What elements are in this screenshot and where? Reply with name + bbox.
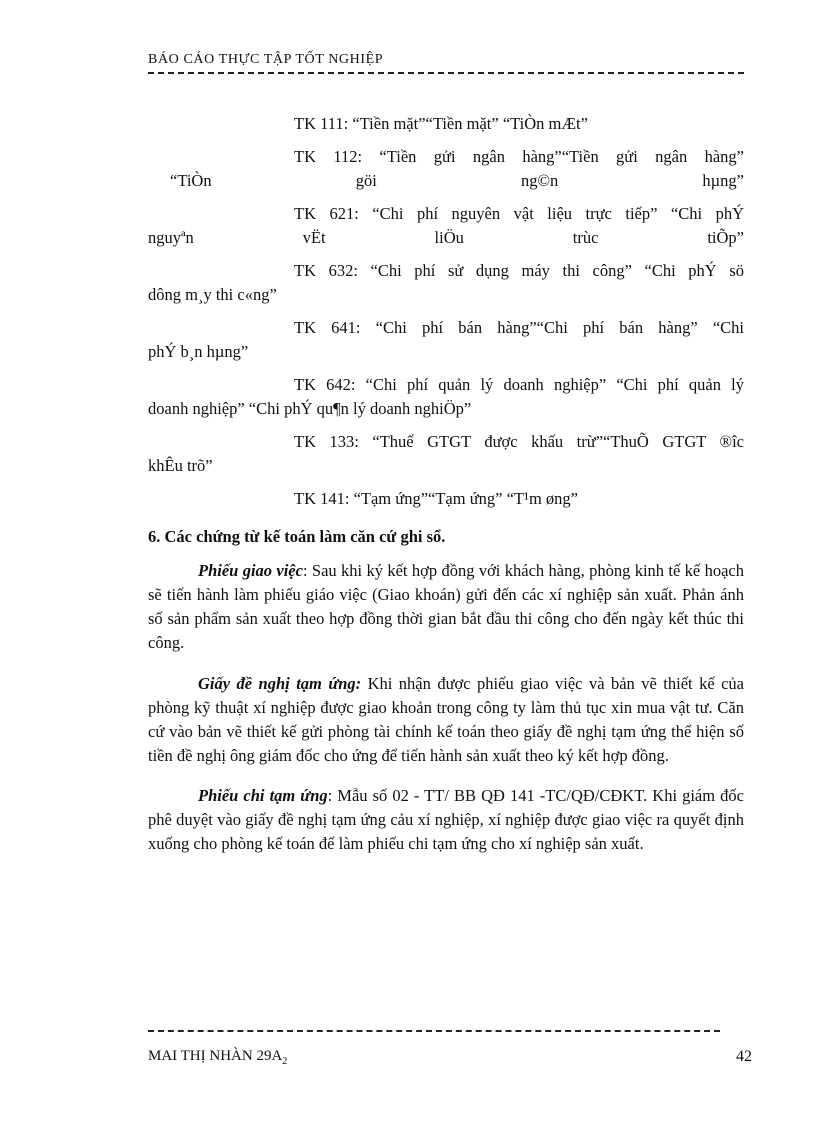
account-entry-621 [148,202,744,250]
account-line: TK 111: “Tiền mặt”“Tiền mặt” “TiÒn mÆt” [294,114,588,133]
account-line: TK 621: “Chi phí nguyên vật liệu trực tiếp” “Chi phÝ [294,204,744,223]
header-divider [148,72,744,74]
page-number: 42 [736,1048,752,1065]
footer-author [148,1048,287,1067]
account-entry-112 [148,145,744,193]
account-entry-133 [148,430,744,478]
paragraph-text: : Mẫu số 02 - TT/ BB QĐ 141 -TC/QĐ/CĐKT. Khi giám đốc phê duyệt vào giấy đề nghị tạm ứng cảu xí nghiệp, xí nghiệp được giao việc ra quyết định xuống cho phòng kế toán để làm phiếu chi tạm ứng cho xí nghiệp sản xuất. [148,786,744,853]
account-continuation: “TiÒn göi ng©n hµng” [170,171,744,190]
page-body [148,112,744,865]
account-entry-111 [148,112,744,136]
account-continuation: khÊu trõ” [148,456,213,475]
account-line: TK 641: “Chi phí bán hàng”“Chi phí bán hàng” “Chi [294,318,744,337]
account-entry-641 [148,316,744,364]
paragraph-lead: Giấy đề nghị tạm ứng: [198,673,362,693]
account-line: TK 642: “Chi phí quản lý doanh nghiệp” “Chi phí quản lý [294,375,744,394]
account-line: TK 141: “Tạm ứng”“Tạm ứng” “T¹m øng” [294,489,578,508]
paragraph-lead: Phiếu chi tạm ứng [198,786,328,805]
account-continuation: doanh nghiệp” “Chi phÝ qu¶n lý doanh nghiÖp” [148,399,472,418]
page-header-title: BÁO CÁO THỰC TẬP TỐT NGHIỆP [148,52,384,67]
account-continuation: phÝ b¸n hµng” [148,342,249,361]
paragraph-phieu-chi [148,784,744,856]
account-line: TK 632: “Chi phí sử dụng máy thi công” “Chi phÝ sö [294,261,744,280]
paragraph-text: : Sau khi ký kết hợp đồng với khách hàng, phòng kinh tế kế hoạch sẽ tiến hành làm phiếu giáo việc (Giao khoán) gửi đến các xí nghiệp sản xuất. Phản ánh số sản phẩm sản xuất theo hợp đồng thời gian bắt đầu thi công cho đến ngày kết thúc thi công. [148,561,745,652]
account-entry-632 [148,259,744,307]
account-entry-642 [148,373,744,421]
paragraph-lead: Phiếu giao việc [198,561,303,580]
footer-divider [148,1030,720,1032]
paragraph-text: Khi nhận được phiếu giao việc và bản vẽ thiết kế của phòng kỹ thuật xí nghiệp được giao khoản trong công ty làm thủ tục xin mua vật tư. Căn cứ vào bản vẽ thiết kế gửi phòng tài chính kế toán theo giấy đề nghị tạm ứng thể hiện số tiền đề nghị ông giám đốc cho ứng để tiến hành sản xuất theo ký kết hợp đồng. [148,673,744,765]
section-heading: 6. Các chứng từ kế toán làm căn cứ ghi sổ. [148,527,446,546]
account-line: TK 133: “Thuế GTGT được khấu trừ”“ThuÕ GTGT ®îc [294,432,744,451]
author-name: MAI THỊ NHÀN 29A [148,1048,283,1064]
author-subscript: 2 [282,1056,288,1067]
account-continuation: dông m¸y thi c«ng” [148,285,277,304]
account-line: TK 112: “Tiền gửi ngân hàng”“Tiền gửi ngân hàng” [294,147,744,166]
paragraph-giay-de-nghi [148,672,744,768]
account-entry-141 [148,487,744,511]
account-continuation: nguyªn vËt liÖu trùc tiÕp” [148,228,744,247]
paragraph-phieu-giao-viec [148,559,744,655]
